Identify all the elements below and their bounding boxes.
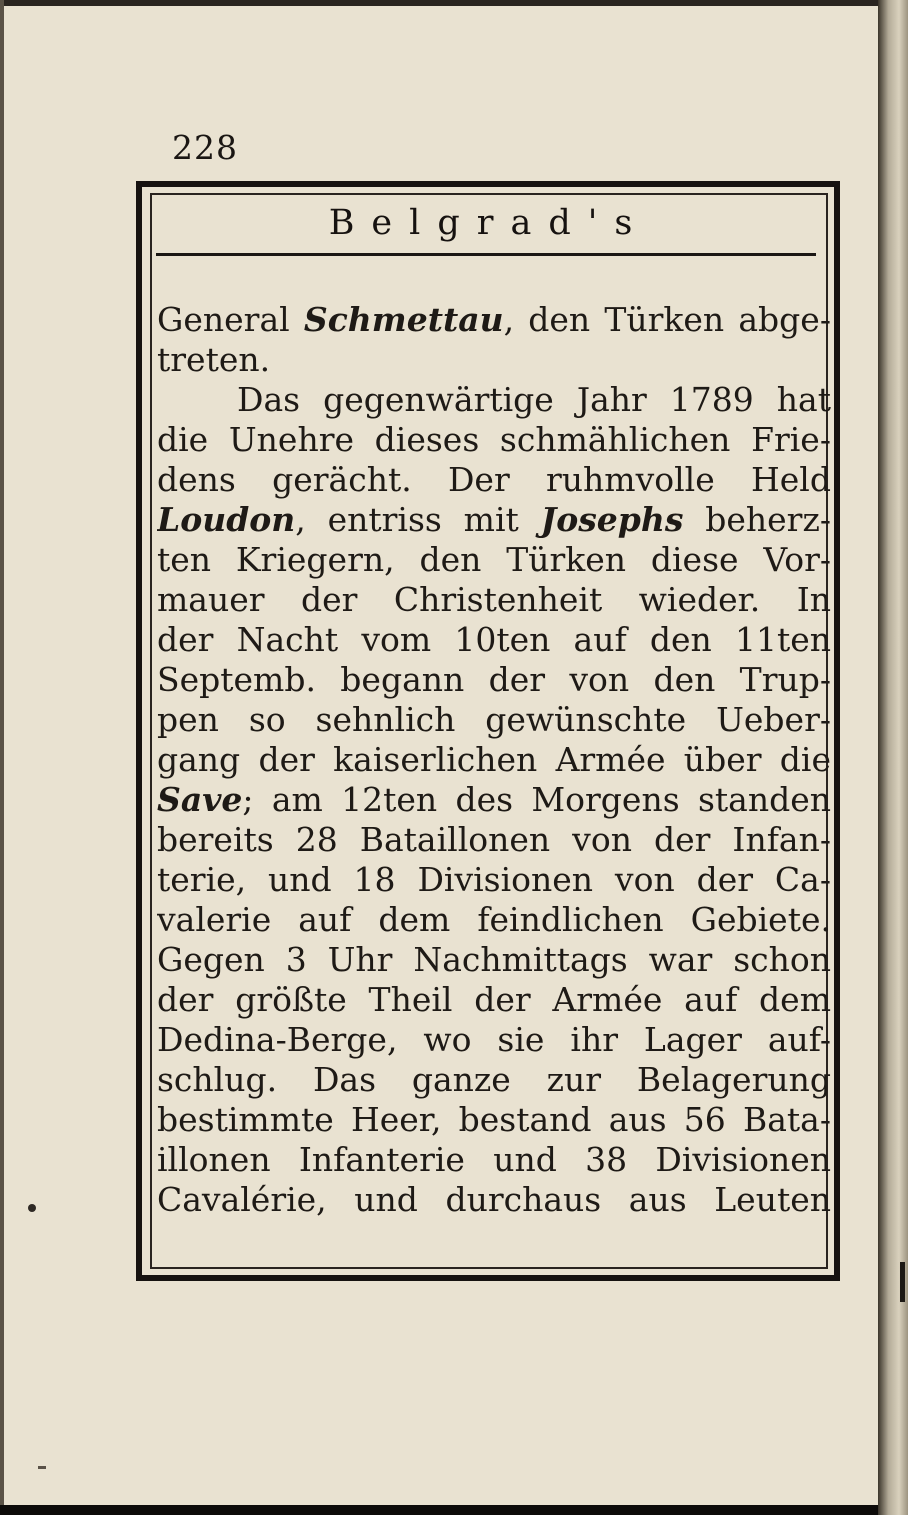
text-segment: mauer der Christenheit wieder. In — [157, 580, 831, 619]
page-number: 228 — [172, 128, 238, 167]
running-heading: Belgrad's — [328, 203, 650, 243]
text-segment: illonen Infanterie und 38 Divisionen — [157, 1140, 831, 1179]
text-segment: schlug. Das ganze zur Belagerung — [157, 1060, 831, 1099]
text-segment: gang der kaiserlichen Armée über die — [157, 740, 831, 779]
text-line — [157, 740, 831, 780]
text-line — [157, 980, 831, 1020]
text-segment: Das gegenwärtige Jahr 1789 hat — [237, 380, 831, 419]
ink-mark — [38, 1466, 46, 1469]
text-line — [157, 580, 831, 620]
emphasized-name: Loudon — [157, 500, 296, 539]
text-segment: die Unehre dieses schmählichen Frie- — [157, 420, 831, 459]
text-line — [157, 340, 831, 380]
body-text — [157, 300, 831, 1220]
text-segment: valerie auf dem feindlichen Gebiete. — [157, 900, 831, 939]
text-segment: beherz- — [683, 500, 831, 539]
text-line — [157, 660, 831, 700]
page-top-shadow — [0, 0, 878, 6]
text-line — [157, 1100, 831, 1140]
heading-rule — [156, 253, 816, 256]
text-line — [157, 940, 831, 980]
text-segment: , entriss mit — [295, 500, 541, 539]
page-left-shadow — [0, 0, 4, 1505]
text-segment: der Nacht vom 10ten auf den 11ten — [157, 620, 831, 659]
text-line — [157, 1140, 831, 1180]
text-line — [157, 1060, 831, 1100]
text-line — [157, 620, 831, 660]
text-line — [157, 820, 831, 860]
adjacent-page-edge-mark — [900, 1262, 905, 1302]
emphasized-name: Save — [157, 780, 243, 819]
text-segment: treten. — [157, 340, 271, 379]
text-line — [157, 700, 831, 740]
text-line — [157, 420, 831, 460]
text-line — [157, 380, 831, 420]
text-line — [157, 300, 831, 340]
emphasized-name: Josephs — [540, 500, 684, 539]
text-line — [157, 500, 831, 540]
text-line — [157, 1180, 831, 1220]
emphasized-name: Schmettau — [303, 300, 504, 339]
text-segment: Septemb. begann der von den Trup- — [157, 660, 831, 699]
text-segment: Cavalérie, und durchaus aus Leuten — [157, 1180, 831, 1219]
text-segment: bereits 28 Bataillonen von der Infan- — [157, 820, 831, 859]
text-segment: ; am 12ten des Morgens standen — [242, 780, 831, 819]
text-segment: dens gerächt. Der ruhmvolle Held — [157, 460, 831, 499]
text-segment: Dedina-Berge, wo sie ihr Lager auf- — [157, 1020, 831, 1059]
text-segment: General — [157, 300, 304, 339]
text-segment: Gegen 3 Uhr Nachmittags war schon — [157, 940, 831, 979]
text-segment: ten Kriegern, den Türken diese Vor- — [157, 540, 831, 579]
text-line — [157, 780, 831, 820]
text-line — [157, 1020, 831, 1060]
text-line — [157, 540, 831, 580]
text-line — [157, 900, 831, 940]
text-line — [157, 460, 831, 500]
text-segment: bestimmte Heer, bestand aus 56 Bata- — [157, 1100, 831, 1139]
text-segment: terie, und 18 Divisionen von der Ca- — [157, 860, 831, 899]
text-line — [157, 860, 831, 900]
ink-speck — [28, 1204, 36, 1212]
text-segment: , den Türken abge- — [503, 300, 831, 339]
text-segment: der größte Theil der Armée auf dem — [157, 980, 831, 1019]
text-segment: pen so sehnlich gewünschte Ueber- — [157, 700, 831, 739]
